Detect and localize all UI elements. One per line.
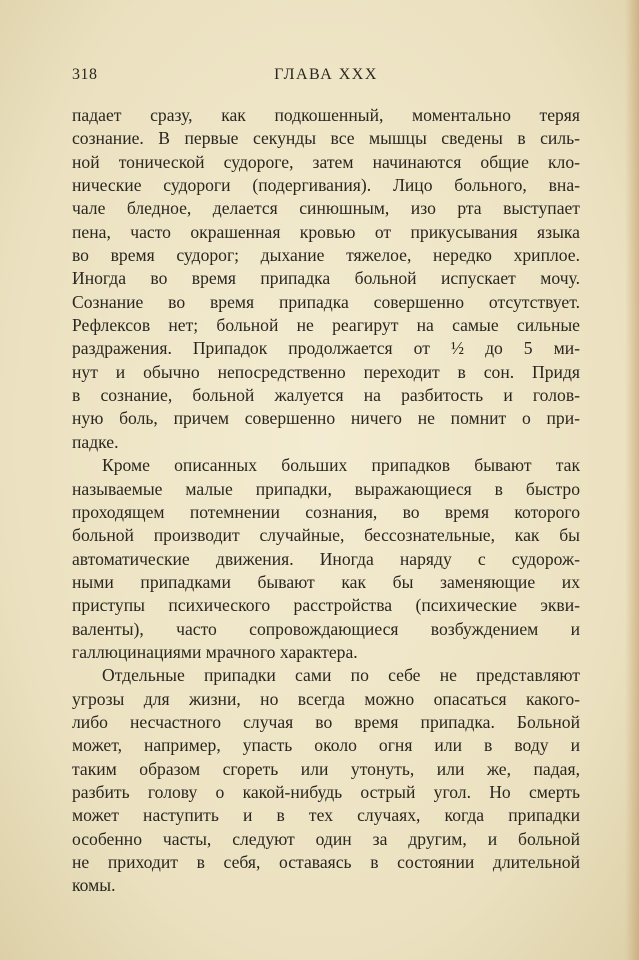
chapter-title: ГЛАВА XXX [274,66,378,83]
page-edge-shadow [625,0,639,960]
text-line: сознание. В первые секунды все мышцы сведены в силь- [72,128,580,149]
text-line: может наступить и в тех случаях, когда припадки [72,805,580,826]
text-line: падке. [72,431,119,452]
text-line: падает сразу, как подкошенный, моментально теряя [72,105,580,125]
text-line: Иногда во время припадка больной испускает мочу. [72,268,580,289]
text-line: Кроме описанных больших припадков бывают так [102,455,580,476]
text-line: галлюцинациями мрачного характера. [72,641,358,662]
body-text [72,104,580,898]
text-line: автоматические движения. Иногда наряду с судорож- [72,548,580,569]
text-line: ной тонической судороге, затем начинаются общие кло- [72,151,580,172]
paragraph-2 [72,454,580,664]
text-line: комы. [72,875,116,896]
running-header [72,66,580,90]
text-line: Рефлексов нет; больной не реагирут на самые сильные [72,315,580,336]
text-line: нические судороги (подергивания). Лицо больного, вна- [72,175,580,196]
text-line: может, например, упасть около огня или в воду и [72,735,580,756]
text-line: называемые малые припадки, выражающиеся в быстро [72,478,580,499]
text-line: ными припадками бывают как бы заменяющие их [72,571,580,592]
text-line: валенты), часто сопровождающиеся возбуждением и [72,618,580,639]
paragraph-3 [72,664,580,897]
text-line: в сознание, больной жалуется на разбитость и голов- [72,385,580,406]
text-line: пена, часто окрашенная кровью от прикусывания языка [72,221,580,242]
text-line: либо несчастного случая во время припадка. Больной [72,711,580,732]
text-line: таким образом сгореть или утонуть, или же, падая, [72,758,580,779]
text-line: раздражения. Припадок продолжается от ½ до 5 ми- [72,338,580,359]
text-line: не приходит в себя, оставаясь в состоянии длительной [72,852,580,872]
text-line: приступы психического расстройства (психические экви- [72,595,580,616]
text-line: Сознание во время припадка совершенно отсутствует. [72,291,580,312]
text-line: особенно часты, следуют один за другим, и больной [72,828,580,849]
text-line: угрозы для жизни, но всегда можно опасаться какого- [72,688,580,709]
text-line: ную боль, причем совершенно ничего не помнит о при- [72,408,580,429]
text-line: больной производит случайные, бессознательные, как бы [72,525,580,546]
text-line: разбить голову о какой-нибудь острый угол. Но смерть [72,781,580,802]
paragraph-1 [72,104,580,454]
text-line: нут и обычно непосредственно переходит в сон. Придя [72,361,580,382]
text-line: во время судорог; дыхание тяжелое, нередко хриплое. [72,245,580,266]
page-number: 318 [72,66,98,83]
text-line: чале бледное, делается синюшным, изо рта выступает [72,198,580,219]
text-line: Отдельные припадки сами по себе не представляют [102,665,580,686]
text-line: проходящем потемнении сознания, во время которого [72,501,580,522]
